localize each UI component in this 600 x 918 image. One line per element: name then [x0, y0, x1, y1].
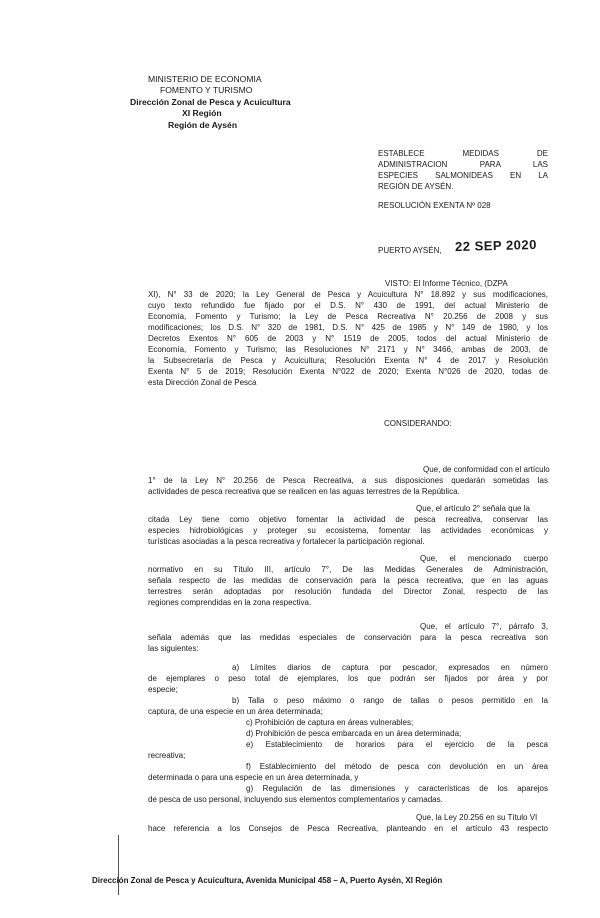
title-line: ESPECIES SALMONIDEAS EN LA [378, 171, 548, 180]
paragraph-line: 1° de la Ley N° 20.256 de Pesca Recreativa, a sus disposiciones quedarán sometidas las [148, 476, 548, 485]
title-line: ESTABLECE MEDIDAS DE [378, 149, 548, 158]
visto-line: XI), N° 33 de 2020; la Ley General de Pesca y Acuicultura N° 18.892 y sus modificaciones, [148, 290, 548, 299]
visto-line: modificaciones; los D.S. N° 320 de 1981, D.S. N° 425 de 1985 y N° 149 de 1980, y los [148, 323, 548, 332]
city-label: PUERTO AYSÉN, [378, 246, 442, 255]
region-number: XI Región [182, 108, 222, 119]
paragraph-line: hace referencia a los Consejos de Pesca Recreativa, planteando en el artículo 43 respecto [148, 824, 548, 833]
list-item-line: de ejemplares o peso total de ejemplares, los que podrán ser fijados por área y por [148, 674, 548, 683]
paragraph-line: terrestres serán adoptadas por resolución fundada del Director Zonal, respecto de las [148, 587, 548, 596]
list-item-line: de pesca de uso personal, incluyendo sus elementos complementarios y carnadas. [148, 795, 443, 804]
paragraph-line: las siguientes: [148, 644, 199, 653]
paragraph-line: normativo en su Título III, artículo 7°, De las Medidas Generales de Administración, [148, 565, 548, 574]
paragraph-line: regiones comprendidas en la zona respectiva. [148, 598, 312, 607]
title-line: REGIÓN DE AYSÉN. [378, 182, 454, 191]
considerando-heading: CONSIDERANDO: [384, 419, 452, 428]
paragraph-line: señala además que las medidas especiales de conservación para la pesca recreativa son [148, 633, 548, 642]
paragraph-line: señala respecto de las medidas de conservación para la pesca recreativa, que en las aguas [148, 576, 548, 585]
date-stamp: 22 SEP 2020 [454, 236, 538, 255]
considerando-paragraph-3 [148, 553, 548, 608]
considerando-paragraph-1 [148, 464, 548, 497]
letterhead [130, 74, 330, 131]
paragraph-line: actividades de pesca recreativa que se realicen en las aguas terrestres de la República. [148, 487, 460, 496]
paragraph-line: turísticas asociadas a la pesca recreativa y fortalecer la participación regional. [148, 537, 425, 546]
page-footer: Dirección Zonal de Pesca y Acuicultura, Avenida Municipal 458 – A, Puerto Aysén, XI Región [92, 876, 443, 885]
list-item-line: determinada o para una especie en un área determinada, y [148, 773, 359, 782]
visto-section [148, 278, 548, 388]
considerando-paragraph-4 [148, 621, 548, 654]
paragraph-line: Que, el artículo 2° señala que la [416, 504, 530, 513]
list-item-b: b) Talla o peso máximo o rango de tallas o pesos permitido en la [232, 696, 548, 705]
ministry-subname: FOMENTO Y TURISMO [160, 85, 253, 96]
visto-line: Economía, Fomento y Turismo; la Ley de Pesca Recreativa N° 20.256 de 2008 y sus [148, 312, 548, 321]
paragraph-line: Que, la Ley 20.256 en su Título VI [416, 813, 538, 822]
directorate-name: Dirección Zonal de Pesca y Acuicultura [130, 96, 291, 107]
visto-line: esta Dirección Zonal de Pesca [148, 378, 257, 387]
paragraph-line: Que, de conformidad con el artículo [423, 465, 550, 474]
list-item-line: recreativa; [148, 751, 186, 760]
list-item-a: a) Límites diarios de captura por pescador, expresados en número [232, 663, 548, 672]
list-item-c: c) Prohibición de captura en áreas vulnerables; [246, 718, 414, 727]
paragraph-line: especies hidrobiológicas y proteger su ecosistema, fomentar las actividades económicas y [148, 526, 548, 535]
visto-line: Economía, Fomento y Turismo; las Resoluciones N° 2171 y N° 3466, ambas de 2003, de [148, 345, 548, 354]
list-item-g: g) Regulación de las dimensiones y características de los aparejos [246, 784, 548, 793]
visto-line: cuyo texto refundido fue fijado por el D.S. N° 430 de 1991, del actual Ministerio de [148, 301, 548, 310]
considerando-paragraph-2 [148, 503, 548, 547]
ministry-name: MINISTERIO DE ECONOMIA [148, 74, 262, 84]
visto-line: Exenta N° 5 de 2019; Resolución Exenta N°022 de 2020; Exenta N°026 de 2020, todas de [148, 367, 548, 376]
region-name: Región de Aysén [168, 119, 238, 130]
title-line: ADMINISTRACION PARA LAS [378, 160, 548, 169]
resolution-number: RESOLUCIÓN EXENTA Nº 028 [378, 201, 491, 210]
list-item-f: f) Establecimiento del método de pesca con devolución en un área [246, 762, 548, 771]
margin-rule [118, 835, 119, 895]
list-item-e: e) Establecimiento de horarios para el ejercicio de la pesca [246, 740, 548, 749]
list-item-line: especie; [148, 685, 178, 694]
considerando-paragraph-5 [148, 812, 548, 834]
document-title [378, 148, 548, 192]
paragraph-line: citada Ley tiene como objetivo fomentar la actividad de pesca recreativa, conservar las [148, 515, 548, 524]
visto-line: Decretos Exentos N° 605 de 2003 y N° 1519 de 2005, todos del actual Ministerio de [148, 334, 548, 343]
visto-line: la Subsecretaría de Pesca y Acuicultura; Resolución Exenta N° 4 de 2017 y Resolución [148, 356, 548, 365]
conservation-measures-list [148, 662, 548, 805]
list-item-line: captura, de una especie en un área determinada; [148, 707, 323, 716]
paragraph-line: Que, el mencionado cuerpo [420, 554, 548, 563]
paragraph-line: Que, el artículo 7°, párrafo 3, [420, 622, 548, 631]
list-item-d: d) Prohibición de pesca embarcada en un área determinada; [246, 729, 462, 738]
visto-line: VISTO: El Informe Técnico, (DZPA [385, 279, 508, 288]
